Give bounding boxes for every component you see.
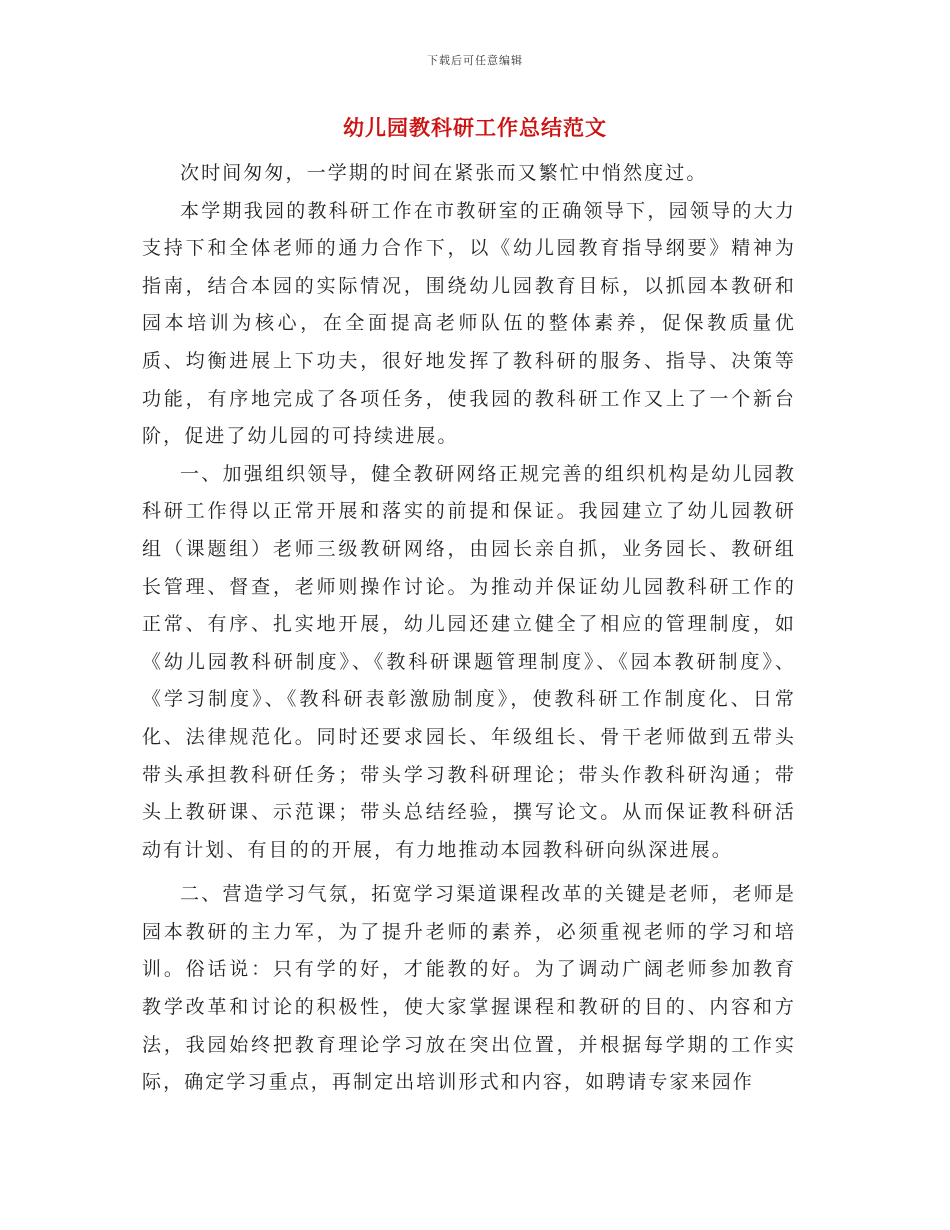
document-body [142,155,796,1102]
paragraph-overview: 本学期我园的教科研工作在市教研室的正确领导下，园领导的大力支持下和全体老师的通力合作下，以《幼儿园教育指导纲要》精神为指南，结合本园的实际情况，围绕幼儿园教育目标，以抓园本教研和园本培训为核心，在全面提高老师队伍的整体素养，促保教质量优质、均衡进展上下功夫，很好地发挥了教科研的服务、指导、决策等功能，有序地完成了各项任务，使我园的教科研工作又上了一个新台阶，促进了幼儿园的可持续进展。 [142,199,796,448]
page-header-note: 下载后可任意编辑 [427,54,523,67]
document-title: 幼儿园教科研工作总结范文 [343,115,607,140]
paragraph-intro: 次时间匆匆，一学期的时间在紧张而又繁忙中悄然度过。 [180,162,708,184]
paragraph-section-one: 一、加强组织领导，健全教研网络正规完善的组织机构是幼儿园教科研工作得以正常开展和落实的前提和保证。我园建立了幼儿园教研组（课题组）老师三级教研网络，由园长亲自抓，业务园长、教研组长管理、督查，老师则操作讨论。为推动并保证幼儿园教科研工作的正常、有序、扎实地开展，幼儿园还建立健全了相应的管理制度，如《幼儿园教科研制度》、《教科研课题管理制度》、《园本教研制度》、《学习制度》、《教科研表彰激励制度》，使教科研工作制度化、日常化、法律规范化。同时还要求园长、年级组长、骨干老师做到五带头带头承担教科研任务；带头学习教科研理论；带头作教科研沟通；带头上教研课、示范课；带头总结经验，撰写论文。从而保证教科研活动有计划、有目的的开展，有力地推动本园教科研向纵深进展。 [142,462,796,861]
paragraph-section-two: 二、营造学习气氛，拓宽学习渠道课程改革的关键是老师，老师是园本教研的主力军，为了提升老师的素养，必须重视老师的学习和培训。俗话说：只有学的好，才能教的好。为了调动广阔老师参加教育教学改革和讨论的积极性，使大家掌握课程和教研的目的、内容和方法，我园始终把教育理论学习放在突出位置，并根据每学期的工作实际，确定学习重点，再制定出培训形式和内容，如聘请专家来园作 [142,883,796,1094]
